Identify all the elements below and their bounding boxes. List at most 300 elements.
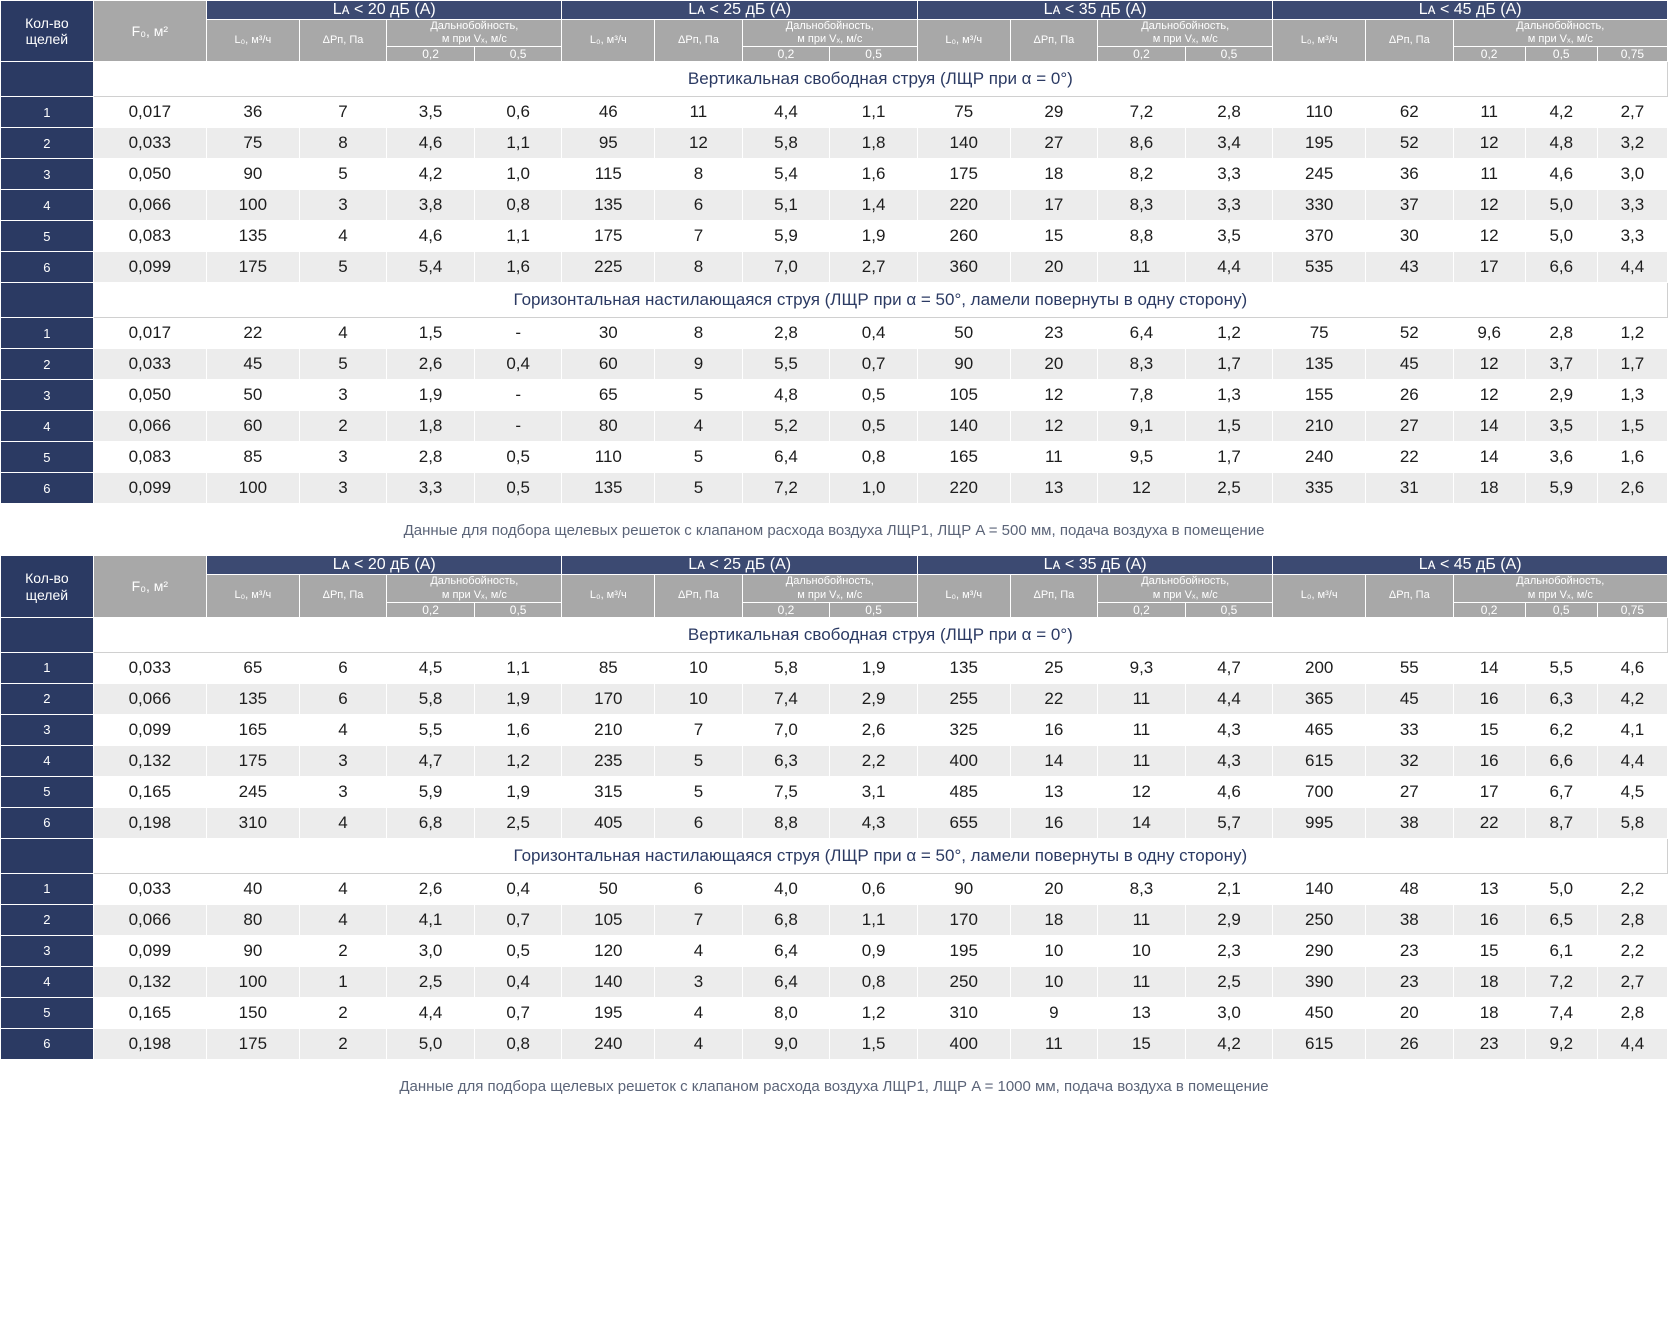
- data-cell: 18: [1010, 159, 1098, 190]
- table-row: [1, 473, 1668, 504]
- data-cell: 2: [299, 411, 387, 442]
- data-cell: 100: [207, 190, 300, 221]
- data-cell: 115: [562, 159, 655, 190]
- data-cell: 0,017: [93, 318, 206, 349]
- data-cell: 1,1: [830, 97, 918, 128]
- data-cell: 1,2: [830, 997, 918, 1028]
- table-lshr-500: [0, 0, 1668, 504]
- data-cell: 7: [655, 221, 743, 252]
- header-throw-35-line2: м при Vₓ, м/с: [1152, 33, 1218, 46]
- data-cell: 2,7: [1597, 97, 1667, 128]
- data-cell: 6: [655, 807, 743, 838]
- data-cell: 1,6: [830, 159, 918, 190]
- data-cell: 7,8: [1098, 380, 1186, 411]
- data-cell: 4,8: [1525, 128, 1597, 159]
- data-cell: 5: [655, 776, 743, 807]
- data-cell: 195: [562, 997, 655, 1028]
- data-cell: 7,2: [1098, 97, 1186, 128]
- data-cell: 3,5: [387, 97, 475, 128]
- header-throw-45: [1453, 20, 1667, 47]
- data-cell: 8,0: [742, 997, 830, 1028]
- data-cell: 6: [299, 652, 387, 683]
- data-cell: 75: [207, 128, 300, 159]
- header-throw-20: [387, 575, 562, 602]
- data-cell: 1: [299, 966, 387, 997]
- data-cell: 16: [1453, 745, 1525, 776]
- data-cell: 4: [299, 318, 387, 349]
- data-cell: 11: [1453, 97, 1525, 128]
- data-cell: 4,4: [387, 997, 475, 1028]
- data-cell: 10: [655, 683, 743, 714]
- data-cell: 0,8: [474, 1028, 562, 1059]
- section-row-vertical-2: [1, 617, 1668, 652]
- data-cell: 175: [207, 1028, 300, 1059]
- header-l0-45: L₀, м³/ч: [1273, 575, 1366, 617]
- data-cell: 2,5: [1185, 473, 1273, 504]
- table-row: [1, 807, 1668, 838]
- data-cell: 335: [1273, 473, 1366, 504]
- data-cell: 4,5: [387, 652, 475, 683]
- header-l0-35: L₀, м³/ч: [917, 20, 1010, 62]
- table-row: [1, 221, 1668, 252]
- data-cell: 4,6: [387, 128, 475, 159]
- data-cell: 5,8: [387, 683, 475, 714]
- data-cell: 18: [1010, 904, 1098, 935]
- data-cell: 3: [299, 380, 387, 411]
- data-cell: 11: [1010, 1028, 1098, 1059]
- data-cell: 0,165: [93, 997, 206, 1028]
- data-cell: 2,7: [1597, 966, 1667, 997]
- data-cell: 11: [1098, 904, 1186, 935]
- data-cell: 8,8: [742, 807, 830, 838]
- data-cell: 1,3: [1597, 380, 1667, 411]
- section-title-vertical: Вертикальная свободная струя (ЛЩР при α = 0°): [93, 617, 1667, 652]
- data-cell: 3,7: [1525, 349, 1597, 380]
- header-throw-35: [1098, 575, 1273, 602]
- table-row: [1, 411, 1668, 442]
- data-cell: 10: [1098, 935, 1186, 966]
- table-lshr-1000: [0, 555, 1668, 1059]
- data-cell: 16: [1010, 807, 1098, 838]
- data-cell: 700: [1273, 776, 1366, 807]
- data-cell: 95: [562, 128, 655, 159]
- data-cell: 0,165: [93, 776, 206, 807]
- data-cell: 6,6: [1525, 745, 1597, 776]
- data-cell: 0,8: [830, 966, 918, 997]
- header-noise-20: Lᴀ < 20 дБ (А): [207, 1, 562, 20]
- header-throw-45-line1: Дальнобойность,: [1516, 20, 1605, 32]
- data-cell: 20: [1010, 252, 1098, 283]
- data-cell: 0,7: [474, 904, 562, 935]
- data-cell: 250: [1273, 904, 1366, 935]
- data-cell: 3,1: [830, 776, 918, 807]
- data-cell: 105: [562, 904, 655, 935]
- data-cell: 1,5: [387, 318, 475, 349]
- data-cell: 1,7: [1185, 442, 1273, 473]
- data-cell: 400: [917, 745, 1010, 776]
- data-cell: 5: [299, 349, 387, 380]
- data-cell: 13: [1098, 997, 1186, 1028]
- header-throw-45-line2: м при Vₓ, м/с: [1527, 33, 1593, 46]
- data-cell: 15: [1453, 935, 1525, 966]
- row-slot-count: 2: [1, 128, 94, 159]
- data-cell: 10: [1010, 966, 1098, 997]
- data-cell: 6,6: [1525, 252, 1597, 283]
- data-cell: 255: [917, 683, 1010, 714]
- header-f0: F₀, м²: [93, 1, 206, 62]
- data-cell: 325: [917, 714, 1010, 745]
- header-v02-20: 0,2: [387, 47, 475, 62]
- header-noise-35: Lᴀ < 35 дБ (А): [917, 1, 1272, 20]
- data-cell: -: [474, 411, 562, 442]
- header-throw-20-line1: Дальнобойность,: [430, 20, 519, 32]
- data-cell: 5,7: [1185, 807, 1273, 838]
- data-cell: 16: [1453, 683, 1525, 714]
- data-cell: 14: [1098, 807, 1186, 838]
- table-row: [1, 997, 1668, 1028]
- data-cell: 9,0: [742, 1028, 830, 1059]
- data-cell: 0,7: [830, 349, 918, 380]
- data-cell: 315: [562, 776, 655, 807]
- data-cell: 4,4: [1597, 1028, 1667, 1059]
- caption-table-1: Данные для подбора щелевых решеток с клапаном расхода воздуха ЛЩР1, ЛЩР A = 500 мм, подача воздуха в помещение: [403, 522, 1265, 540]
- header-v05-25: 0,5: [830, 602, 918, 617]
- data-cell: 0,099: [93, 252, 206, 283]
- data-cell: 100: [207, 473, 300, 504]
- data-cell: 1,5: [1597, 411, 1667, 442]
- data-cell: 2: [299, 935, 387, 966]
- data-cell: 18: [1453, 966, 1525, 997]
- data-cell: 3: [299, 473, 387, 504]
- data-cell: 210: [562, 714, 655, 745]
- data-cell: 170: [917, 904, 1010, 935]
- header-v05-25: 0,5: [830, 47, 918, 62]
- table-row: [1, 776, 1668, 807]
- row-slot-count: 2: [1, 683, 94, 714]
- data-cell: 245: [207, 776, 300, 807]
- data-cell: 4: [299, 873, 387, 904]
- data-cell: 40: [207, 873, 300, 904]
- table-row: [1, 904, 1668, 935]
- table-row: [1, 349, 1668, 380]
- data-cell: 5: [299, 252, 387, 283]
- header-l0-20: L₀, м³/ч: [207, 20, 300, 62]
- data-cell: 4,6: [387, 221, 475, 252]
- data-cell: 36: [207, 97, 300, 128]
- data-cell: 4,3: [1185, 745, 1273, 776]
- data-cell: 6,4: [742, 966, 830, 997]
- data-cell: 30: [1366, 221, 1454, 252]
- data-cell: 32: [1366, 745, 1454, 776]
- data-cell: 210: [1273, 411, 1366, 442]
- data-cell: 0,066: [93, 683, 206, 714]
- data-cell: 6,1: [1525, 935, 1597, 966]
- data-cell: 4,1: [387, 904, 475, 935]
- data-cell: 11: [1453, 159, 1525, 190]
- header-l0-25: L₀, м³/ч: [562, 575, 655, 617]
- data-cell: 1,6: [474, 252, 562, 283]
- row-slot-count: 2: [1, 904, 94, 935]
- data-cell: 260: [917, 221, 1010, 252]
- data-cell: 0,5: [474, 935, 562, 966]
- data-cell: 75: [1273, 318, 1366, 349]
- data-cell: 0,4: [474, 349, 562, 380]
- data-cell: 29: [1010, 97, 1098, 128]
- data-cell: 55: [1366, 652, 1454, 683]
- data-cell: 2,6: [1597, 473, 1667, 504]
- data-cell: 23: [1366, 935, 1454, 966]
- data-cell: 2,3: [1185, 935, 1273, 966]
- header-v02-45: 0,2: [1453, 47, 1525, 62]
- section-label-cell: [1, 283, 94, 318]
- table-row: [1, 714, 1668, 745]
- data-cell: 1,0: [830, 473, 918, 504]
- data-cell: 4: [299, 807, 387, 838]
- data-cell: 9: [655, 349, 743, 380]
- data-cell: 370: [1273, 221, 1366, 252]
- data-cell: 225: [562, 252, 655, 283]
- header-throw-25-line1: Дальнобойность,: [785, 575, 874, 588]
- data-cell: 8,3: [1098, 873, 1186, 904]
- data-cell: 14: [1453, 652, 1525, 683]
- data-cell: 15: [1453, 714, 1525, 745]
- header-v02-35: 0,2: [1098, 47, 1186, 62]
- data-cell: 3,0: [1185, 997, 1273, 1028]
- data-cell: 5: [655, 442, 743, 473]
- section-title-horizontal: Горизонтальная настилающаяся струя (ЛЩР при α = 50°, ламели повернуты в одну сторону): [93, 838, 1667, 873]
- data-cell: 12: [1098, 776, 1186, 807]
- data-cell: 17: [1010, 190, 1098, 221]
- data-cell: 15: [1098, 1028, 1186, 1059]
- data-cell: 60: [562, 349, 655, 380]
- data-cell: 135: [917, 652, 1010, 683]
- data-cell: 655: [917, 807, 1010, 838]
- data-cell: 65: [562, 380, 655, 411]
- header-count-line2: щелей: [25, 586, 69, 603]
- data-cell: 2,5: [1185, 966, 1273, 997]
- data-cell: 38: [1366, 807, 1454, 838]
- data-cell: 465: [1273, 714, 1366, 745]
- row-slot-count: 1: [1, 97, 94, 128]
- data-cell: 18: [1453, 473, 1525, 504]
- header-throw-35: [1098, 20, 1273, 47]
- data-cell: 2,7: [830, 252, 918, 283]
- data-cell: 8,8: [1098, 221, 1186, 252]
- row-slot-count: 5: [1, 997, 94, 1028]
- data-cell: 240: [562, 1028, 655, 1059]
- data-cell: 175: [207, 252, 300, 283]
- data-cell: 200: [1273, 652, 1366, 683]
- header-noise-35: Lᴀ < 35 дБ (А): [917, 556, 1272, 575]
- data-cell: 2,5: [387, 966, 475, 997]
- data-cell: 90: [207, 159, 300, 190]
- data-cell: 170: [562, 683, 655, 714]
- data-cell: 2,8: [1185, 97, 1273, 128]
- data-cell: 6,4: [742, 442, 830, 473]
- data-cell: 33: [1366, 714, 1454, 745]
- data-cell: 1,7: [1185, 349, 1273, 380]
- data-cell: 195: [917, 935, 1010, 966]
- data-cell: 11: [1098, 683, 1186, 714]
- data-cell: 310: [917, 997, 1010, 1028]
- header-count: [1, 1, 94, 62]
- header-v05-20: 0,5: [474, 602, 562, 617]
- data-cell: 45: [1366, 683, 1454, 714]
- data-cell: 17: [1453, 776, 1525, 807]
- data-cell: 27: [1366, 411, 1454, 442]
- data-cell: 5,8: [1597, 807, 1667, 838]
- data-cell: 3,5: [1185, 221, 1273, 252]
- data-cell: 9,6: [1453, 318, 1525, 349]
- header-throw-45: [1453, 575, 1667, 602]
- data-cell: 250: [917, 966, 1010, 997]
- data-cell: 1,9: [474, 776, 562, 807]
- header-count-line1: Кол-во: [25, 570, 69, 587]
- data-cell: 23: [1366, 966, 1454, 997]
- header-v075-45: 0,75: [1597, 602, 1667, 617]
- data-cell: 26: [1366, 1028, 1454, 1059]
- data-cell: 6,8: [742, 904, 830, 935]
- row-slot-count: 5: [1, 442, 94, 473]
- data-cell: 36: [1366, 159, 1454, 190]
- data-cell: 6,7: [1525, 776, 1597, 807]
- row-slot-count: 4: [1, 745, 94, 776]
- section-row-horizontal-2: [1, 838, 1668, 873]
- data-cell: 12: [1453, 190, 1525, 221]
- header-noise-20: Lᴀ < 20 дБ (А): [207, 556, 562, 575]
- row-slot-count: 4: [1, 411, 94, 442]
- data-cell: 3: [299, 745, 387, 776]
- data-cell: 4: [655, 411, 743, 442]
- data-cell: 165: [207, 714, 300, 745]
- data-cell: 0,5: [474, 473, 562, 504]
- data-cell: 3,5: [1525, 411, 1597, 442]
- data-cell: 6,4: [1098, 318, 1186, 349]
- data-cell: 11: [1098, 745, 1186, 776]
- section-label-cell: [1, 62, 94, 97]
- data-cell: 45: [1366, 349, 1454, 380]
- data-cell: 485: [917, 776, 1010, 807]
- row-slot-count: 4: [1, 190, 94, 221]
- header-noise-25: Lᴀ < 25 дБ (А): [562, 1, 917, 20]
- data-cell: 48: [1366, 873, 1454, 904]
- data-cell: 16: [1453, 904, 1525, 935]
- section-title-vertical: Вертикальная свободная струя (ЛЩР при α = 0°): [93, 62, 1667, 97]
- data-cell: 90: [917, 349, 1010, 380]
- data-cell: 4,2: [387, 159, 475, 190]
- data-cell: 7: [655, 904, 743, 935]
- data-cell: 0,198: [93, 807, 206, 838]
- header-v05-45: 0,5: [1525, 602, 1597, 617]
- data-cell: 22: [207, 318, 300, 349]
- data-cell: 2,8: [742, 318, 830, 349]
- data-cell: 0,132: [93, 745, 206, 776]
- data-cell: 0,033: [93, 652, 206, 683]
- header-throw-25-line2: м при Vₓ, м/с: [797, 588, 863, 601]
- data-cell: 2,9: [1525, 380, 1597, 411]
- row-slot-count: 4: [1, 966, 94, 997]
- data-cell: 6,3: [1525, 683, 1597, 714]
- data-cell: 5,0: [387, 1028, 475, 1059]
- table-row: [1, 252, 1668, 283]
- data-cell: 80: [207, 904, 300, 935]
- data-cell: 23: [1453, 1028, 1525, 1059]
- data-cell: 3,3: [1185, 159, 1273, 190]
- data-cell: 1,1: [474, 221, 562, 252]
- data-cell: 5,4: [387, 252, 475, 283]
- row-slot-count: 1: [1, 652, 94, 683]
- data-cell: 15: [1010, 221, 1098, 252]
- data-cell: 5,0: [1525, 190, 1597, 221]
- data-cell: 405: [562, 807, 655, 838]
- header-throw-20-line1: Дальнобойность,: [430, 575, 519, 588]
- data-cell: 52: [1366, 128, 1454, 159]
- data-cell: 220: [917, 190, 1010, 221]
- data-cell: 400: [917, 1028, 1010, 1059]
- data-cell: 90: [917, 873, 1010, 904]
- data-cell: 8,7: [1525, 807, 1597, 838]
- data-cell: 1,4: [830, 190, 918, 221]
- data-cell: 535: [1273, 252, 1366, 283]
- data-cell: 0,132: [93, 966, 206, 997]
- header-throw-25: [742, 575, 917, 602]
- data-cell: 0,099: [93, 714, 206, 745]
- header-dp-45: ΔPп, Па: [1366, 575, 1454, 617]
- data-cell: 0,6: [830, 873, 918, 904]
- data-cell: 7,0: [742, 252, 830, 283]
- header-throw-35-line1: Дальнобойность,: [1141, 20, 1230, 32]
- section-row-horizontal-1: [1, 283, 1668, 318]
- header-dp-35: ΔPп, Па: [1010, 575, 1098, 617]
- header-throw-35-line1: Дальнобойность,: [1141, 575, 1230, 588]
- data-cell: 5,5: [387, 714, 475, 745]
- data-cell: 615: [1273, 745, 1366, 776]
- data-cell: 8,3: [1098, 190, 1186, 221]
- data-cell: 995: [1273, 807, 1366, 838]
- data-cell: 38: [1366, 904, 1454, 935]
- header-v02-25: 0,2: [742, 602, 830, 617]
- data-cell: 2,8: [387, 442, 475, 473]
- data-cell: 140: [1273, 873, 1366, 904]
- data-cell: 175: [562, 221, 655, 252]
- header-dp-20: ΔPп, Па: [299, 575, 387, 617]
- data-cell: 5: [655, 380, 743, 411]
- data-cell: 2: [299, 1028, 387, 1059]
- data-cell: 17: [1453, 252, 1525, 283]
- data-cell: 140: [562, 966, 655, 997]
- data-cell: 50: [207, 380, 300, 411]
- header-noise-25: Lᴀ < 25 дБ (А): [562, 556, 917, 575]
- data-cell: 0,5: [830, 380, 918, 411]
- header-v02-45: 0,2: [1453, 602, 1525, 617]
- data-cell: 3,3: [1597, 190, 1667, 221]
- data-cell: 14: [1453, 411, 1525, 442]
- data-cell: 135: [562, 190, 655, 221]
- data-cell: 1,9: [387, 380, 475, 411]
- data-cell: 27: [1010, 128, 1098, 159]
- header-count: [1, 556, 94, 617]
- data-cell: 8,3: [1098, 349, 1186, 380]
- data-cell: 1,5: [830, 1028, 918, 1059]
- data-cell: 4: [655, 1028, 743, 1059]
- header-v05-45: 0,5: [1525, 47, 1597, 62]
- row-slot-count: 3: [1, 159, 94, 190]
- data-cell: 6,5: [1525, 904, 1597, 935]
- header-throw-20: [387, 20, 562, 47]
- data-cell: 4,3: [830, 807, 918, 838]
- table-row: [1, 683, 1668, 714]
- row-slot-count: 1: [1, 873, 94, 904]
